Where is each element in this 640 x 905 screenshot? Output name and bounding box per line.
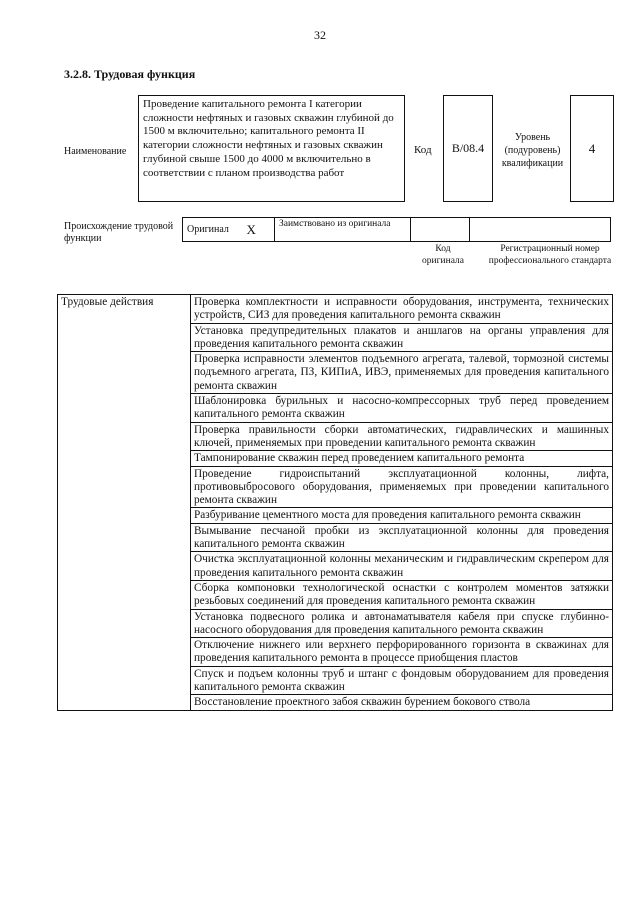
code-label: Код — [414, 144, 432, 156]
labor-action-item: Проверка правильности сборки автоматических, гидравлических и машинных ключей, применяемых при проведении капитального ремонта скважин — [191, 422, 613, 451]
function-name-box — [138, 95, 405, 202]
name-label: Наименование — [64, 146, 127, 157]
labor-action-item: Восстановление проектного забоя скважин бурением бокового ствола — [191, 695, 613, 710]
labor-action-item: Сборка компоновки технологической оснастки с контролем моментов затяжки резьбовых соединений для проведения капитального ремонта скважин — [191, 580, 613, 609]
labor-action-item: Очистка эксплуатационной колонны механическим и гидравлическим скрепером для проведения капитального ремонта скважин — [191, 552, 613, 581]
labor-action-item: Проведение гидроиспытаний эксплуатационной колонны, лифта, противовыбросового оборудования, применяемых при проведении капитального ремонта скважин — [191, 466, 613, 508]
labor-action-item: Вымывание песчаной пробки из эксплуатационной колонны для проведения капитального ремонта скважин — [191, 523, 613, 552]
borrowed-label: Заимствовано из оригинала — [275, 218, 411, 242]
page-number: 32 — [314, 28, 326, 42]
level-box — [570, 95, 614, 202]
labor-action-item: Отключение нижнего или верхнего перфорированного горизонта в скважинах для проведения капитального ремонта в процессе приобщения пластов — [191, 638, 613, 667]
function-name-text: Проведение капитального ремонта I категории сложности нефтяных и газовых скважин глубиной до 1500 м включительно; капитального ремонта II категории сложности нефтяных и газовых скважин глубиной свыше 1500 до 4000 м включительно в соответствии с планом производства работ — [143, 98, 394, 179]
labor-action-item: Установка предупредительных плакатов и аншлагов на органы управления для проведения капитального ремонта скважин — [191, 323, 613, 352]
labor-action-item: Установка подвесного ролика и автонаматывателя кабеля при спуске глубинно-насосного оборудования для проведения капитального ремонта скважин — [191, 609, 613, 638]
original-code-cell — [411, 218, 470, 242]
labor-action-item: Тампонирование скважин перед проведением капитального ремонта — [191, 451, 613, 466]
original-mark: X — [243, 218, 275, 242]
original-label: Оригинал — [183, 218, 243, 242]
code-original-label: Код оригинала — [422, 244, 464, 266]
section-title: 3.2.8. Трудовая функция — [64, 67, 196, 81]
table-row — [58, 295, 613, 324]
labor-action-item: Проверка комплектности и исправности оборудования, инструмента, технических устройств, СИЗ для проведения капитального ремонта скважин — [191, 295, 613, 324]
labor-action-item: Спуск и подъем колонны труб и штанг с фондовым оборудованием для проведения капитального ремонта скважин — [191, 666, 613, 695]
reg-number-cell — [470, 218, 611, 242]
labor-actions-heading: Трудовые действия — [58, 295, 191, 711]
reg-number-label: Регистрационный номер профессионального стандарта — [488, 244, 612, 266]
labor-actions-table — [57, 294, 613, 711]
origin-label: Происхождение трудовой функции — [64, 221, 174, 244]
labor-action-item: Шаблонировка бурильных и насосно-компрессорных труб перед проведением капитального ремонта скважин — [191, 394, 613, 423]
origin-table — [182, 217, 611, 242]
code-box — [443, 95, 493, 202]
level-value: 4 — [588, 140, 596, 156]
level-label: Уровень (подуровень) квалификации — [501, 132, 564, 169]
labor-action-item: Проверка исправности элементов подъемного агрегата, талевой, тормозной системы подъемного агрегата, ПЗ, КИПиА, ИВЭ, применяемых для проведения капитального ремонта скважин — [191, 352, 613, 394]
code-value: B/08.4 — [451, 141, 485, 155]
labor-action-item: Разбуривание цементного моста для проведения капитального ремонта скважин — [191, 508, 613, 523]
